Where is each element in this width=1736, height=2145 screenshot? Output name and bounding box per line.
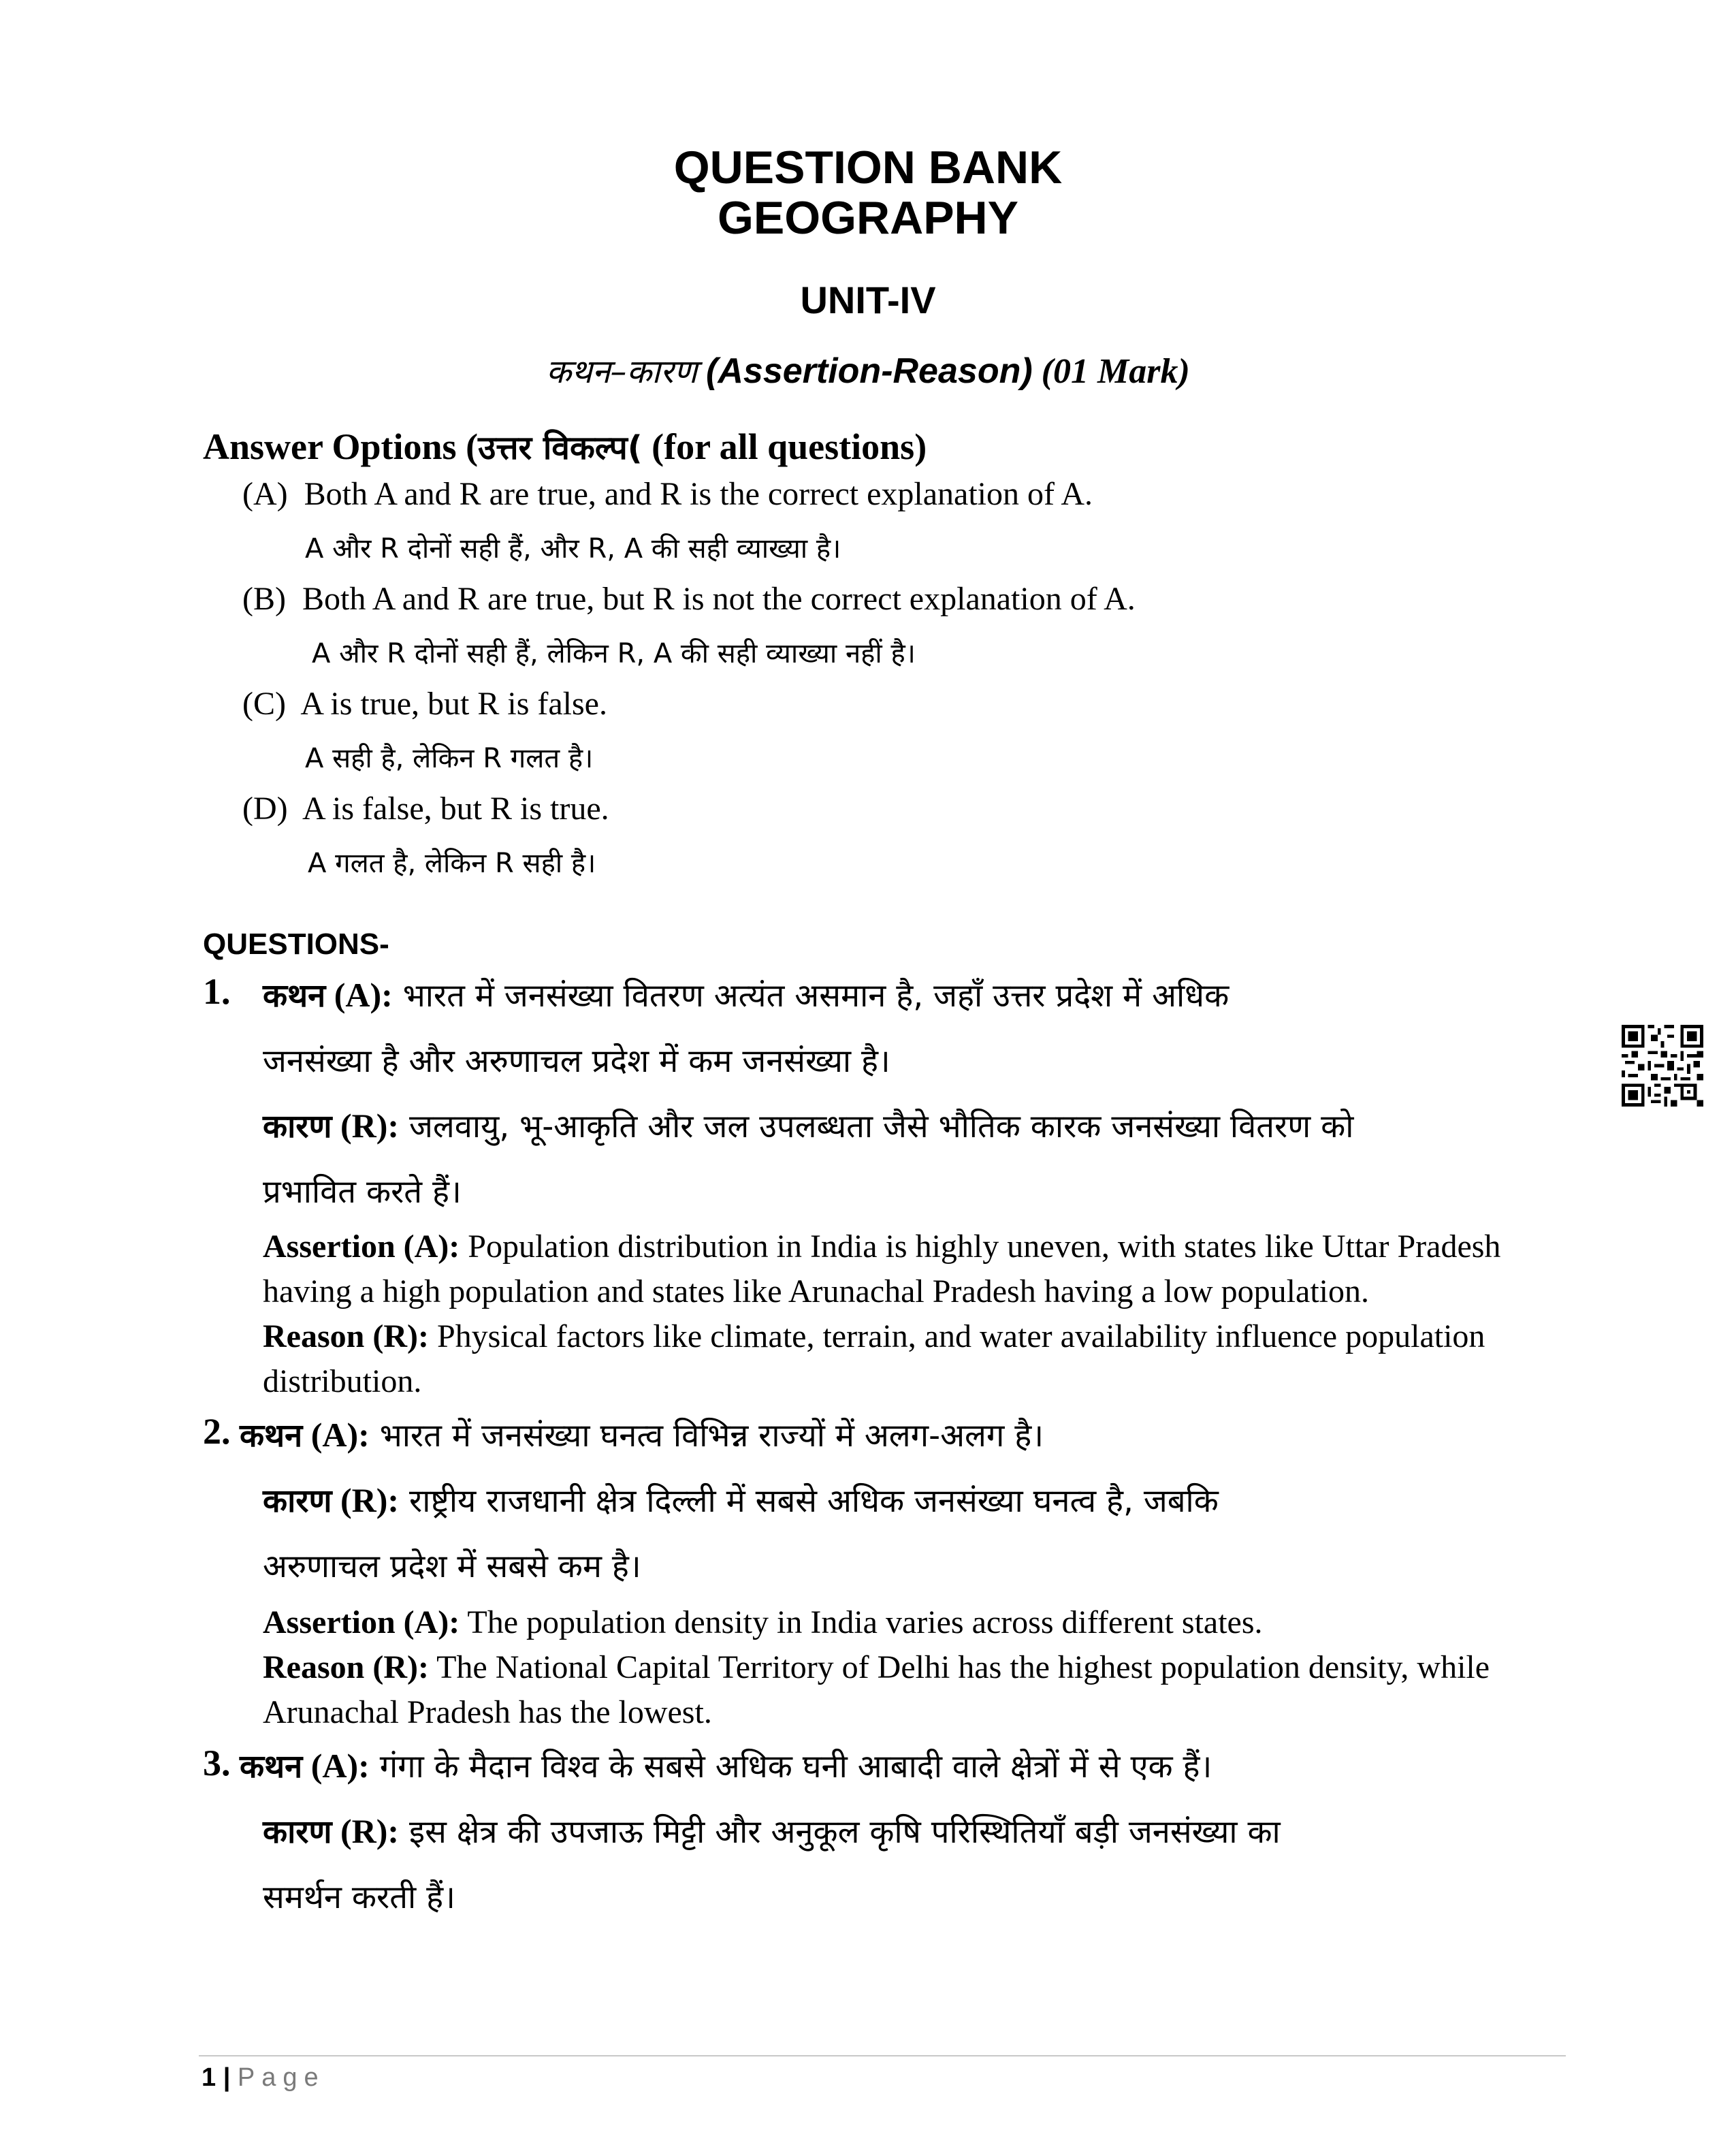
option-letter: (A) bbox=[242, 476, 288, 512]
r-tag: (R): bbox=[332, 1812, 400, 1850]
r-tag: (R): bbox=[332, 1107, 400, 1145]
kathan-label: कथन bbox=[240, 1748, 303, 1785]
page-number: 1 bbox=[202, 2063, 216, 2092]
q1-assertion-hindi-text: भारत में जनसंख्या वितरण अत्यंत असमान है, जहाँ उत्तर प्रदेश में अधिक bbox=[392, 977, 1229, 1015]
kathan-label: कथन bbox=[263, 977, 326, 1015]
option-letter: (D) bbox=[242, 791, 288, 827]
doc-title-line2: GEOGRAPHY bbox=[717, 192, 1019, 244]
q1-reason-hindi-line2: प्रभावित करते हैं। bbox=[263, 1173, 462, 1211]
q1-reason-english-text: Physical factors like climate, terrain, and water availability influence population distribution. bbox=[263, 1318, 1485, 1399]
option-letter: (C) bbox=[242, 686, 286, 722]
option-c-hindi: A सही है, लेकिन R गलत है। bbox=[305, 743, 594, 774]
q3-reason-hindi-line1 bbox=[263, 1809, 1281, 1852]
page-label: Page bbox=[237, 2063, 325, 2092]
page-footer bbox=[202, 2063, 325, 2093]
option-d-hindi: A गलत है, लेकिन R सही है। bbox=[308, 848, 596, 879]
option-text-en: A is false, but R is true. bbox=[302, 791, 609, 827]
option-d bbox=[242, 790, 609, 827]
question-number: 3. bbox=[203, 1743, 231, 1783]
karan-label: कारण bbox=[263, 1108, 332, 1145]
q2-reason-hindi-line2: अरुणाचल प्रदेश में सबसे कम है। bbox=[263, 1548, 641, 1585]
q3-assertion-hindi-line1 bbox=[240, 1743, 1212, 1787]
section-heading bbox=[0, 349, 1736, 393]
a-tag: (A): bbox=[302, 1747, 370, 1785]
q1-reason-hindi-line1 bbox=[263, 1103, 1353, 1147]
footer-separator: | bbox=[216, 2063, 238, 2092]
option-letter: (B) bbox=[242, 581, 286, 617]
option-b-hindi: A और R दोनों सही हैं, लेकिन R, A की सही व्याख्या नहीं है। bbox=[312, 638, 916, 669]
section-heading-hindi: कथन–कारण bbox=[546, 353, 698, 391]
answer-options-heading-suffix: (for all questions) bbox=[642, 426, 927, 467]
section-heading-marks: (01 Mark) bbox=[1041, 352, 1190, 391]
option-b bbox=[242, 580, 1136, 618]
doc-title-line1: QUESTION BANK bbox=[673, 142, 1063, 193]
section-heading-english: (Assertion-Reason) bbox=[706, 351, 1033, 391]
q3-reason-hindi-line2: समर्थन करती हैं। bbox=[263, 1879, 455, 1916]
q3-reason-hindi-text: इस क्षेत्र की उपजाऊ मिट्टी और अनुकूल कृषि परिस्थितियाँ बड़ी जनसंख्या का bbox=[399, 1813, 1281, 1851]
q1-assertion-hindi-line2: जनसंख्या है और अरुणाचल प्रदेश में कम जनसंख्या है। bbox=[263, 1043, 890, 1080]
q1-assertion-hindi-line1 bbox=[263, 972, 1229, 1016]
kathan-label: कथन bbox=[240, 1417, 303, 1455]
qr-code-icon bbox=[1622, 1025, 1703, 1107]
answer-options-heading bbox=[203, 425, 927, 469]
assertion-label: Assertion (A): bbox=[263, 1228, 460, 1265]
question-number: 2. bbox=[203, 1411, 231, 1452]
assertion-label: Assertion (A): bbox=[263, 1604, 460, 1640]
q2-assertion-english-text: The population density in India varies across different states. bbox=[460, 1604, 1263, 1640]
option-text-en: Both A and R are true, but R is not the correct explanation of A. bbox=[302, 581, 1136, 617]
q2-assertion-hindi-text: भारत में जनसंख्या घनत्व विभिन्न राज्यों में अलग-अलग है। bbox=[369, 1417, 1044, 1455]
a-tag: (A): bbox=[325, 976, 393, 1014]
answer-options-heading-hindi: उत्तर विकल्प( bbox=[478, 429, 643, 467]
questions-heading: QUESTIONS- bbox=[203, 927, 389, 961]
q1-reason-hindi-text: जलवायु, भू-आकृति और जल उपलब्धता जैसे भौतिक कारक जनसंख्या वितरण को bbox=[399, 1108, 1354, 1145]
reason-label: Reason (R): bbox=[263, 1649, 429, 1685]
option-a-hindi: A और R दोनों सही हैं, और R, A की सही व्याख्या है। bbox=[305, 533, 841, 565]
option-text-en: Both A and R are true, and R is the correct explanation of A. bbox=[304, 476, 1093, 512]
r-tag: (R): bbox=[332, 1481, 400, 1519]
q2-assertion-hindi-line1 bbox=[240, 1412, 1044, 1456]
karan-label: कारण bbox=[263, 1813, 332, 1851]
karan-label: कारण bbox=[263, 1482, 332, 1520]
q2-reason-english-text: The National Capital Territory of Delhi has the highest population density, while Arunachal Pradesh has the lowest. bbox=[263, 1649, 1490, 1730]
q2-reason-hindi-line1 bbox=[263, 1478, 1219, 1521]
unit-heading: UNIT-IV bbox=[800, 279, 936, 321]
a-tag: (A): bbox=[302, 1416, 370, 1454]
q1-assertion-english bbox=[263, 1224, 1556, 1314]
q1-assertion-english-text: Population distribution in India is highly uneven, with states like Uttar Pradesh having a high population and states like Arunachal Pradesh having a low population. bbox=[263, 1228, 1501, 1309]
question-number: 1. bbox=[203, 971, 231, 1012]
q3-assertion-hindi-text: गंगा के मैदान विश्व के सबसे अधिक घनी आबादी वाले क्षेत्रों में से एक हैं। bbox=[369, 1748, 1212, 1785]
option-a bbox=[242, 475, 1093, 513]
q2-assertion-english bbox=[263, 1600, 1556, 1645]
option-c bbox=[242, 685, 607, 722]
answer-options-heading-prefix: Answer Options ( bbox=[203, 426, 479, 467]
reason-label: Reason (R): bbox=[263, 1318, 429, 1354]
q2-reason-english bbox=[263, 1645, 1556, 1735]
q2-reason-hindi-text: राष्ट्रीय राजधानी क्षेत्र दिल्ली में सबसे अधिक जनसंख्या घनत्व है, जबकि bbox=[399, 1482, 1219, 1520]
q1-reason-english bbox=[263, 1314, 1556, 1404]
option-text-en: A is true, but R is false. bbox=[300, 686, 607, 722]
footer-divider bbox=[199, 2055, 1566, 2056]
